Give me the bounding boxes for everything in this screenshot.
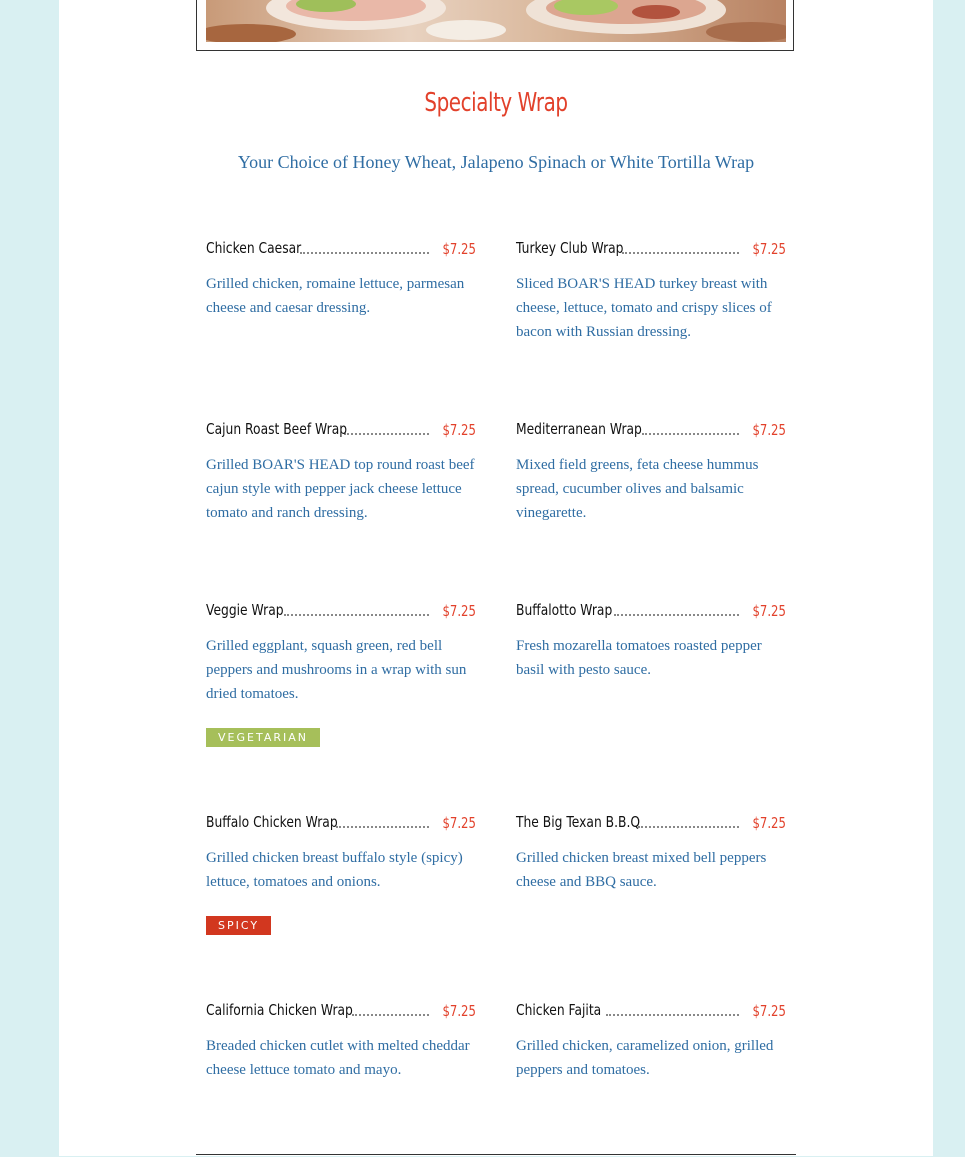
- item-name: Mediterranean Wrap: [516, 420, 642, 438]
- item-name: Chicken Caesar: [206, 239, 302, 257]
- vegetarian-badge: VEGETARIAN: [206, 728, 320, 747]
- menu-item: [206, 417, 476, 525]
- item-description: Grilled BOAR'S HEAD top round roast beef cajun style with pepper jack cheese lettuce tomato and ranch dressing.: [206, 457, 475, 521]
- item-name: The Big Texan B.B.Q: [516, 813, 641, 831]
- item-price: $7.25: [752, 421, 786, 439]
- section-title: Specialty Wrap: [424, 88, 568, 118]
- menu-item: [206, 236, 476, 320]
- item-description: Grilled eggplant, squash green, red bell peppers and mushrooms in a wrap with sun dried tomatoes.: [206, 638, 467, 702]
- item-name: Cajun Roast Beef Wrap: [206, 420, 348, 438]
- menu-item: [516, 417, 786, 525]
- leader-dots: [352, 1014, 429, 1016]
- menu-item: [516, 998, 786, 1082]
- item-price: $7.25: [442, 602, 476, 620]
- item-header: [206, 998, 476, 1020]
- item-description: Grilled chicken breast mixed bell peppers cheese and BBQ sauce.: [516, 850, 767, 890]
- spicy-badge: SPICY: [206, 916, 271, 935]
- item-header: [516, 998, 786, 1020]
- menu-item: [516, 236, 786, 344]
- item-name: Buffalo Chicken Wrap: [206, 813, 338, 831]
- item-name: Chicken Fajita: [516, 1001, 602, 1019]
- leader-dots: [638, 826, 739, 828]
- item-name: Buffalotto Wrap: [516, 601, 613, 619]
- section-subtitle: Your Choice of Honey Wheat, Jalapeno Spinach or White Tortilla Wrap: [237, 152, 755, 172]
- item-description: Breaded chicken cutlet with melted cheddar cheese lettuce tomato and mayo.: [206, 1038, 470, 1078]
- wrap-photo: [206, 0, 786, 42]
- leader-dots: [642, 433, 739, 435]
- menu-item: [206, 998, 476, 1082]
- item-header: [206, 810, 476, 832]
- item-header: [516, 236, 786, 258]
- item-price: $7.25: [442, 421, 476, 439]
- item-header: [206, 236, 476, 258]
- menu-item: [516, 810, 786, 894]
- item-name: Veggie Wrap: [206, 601, 284, 619]
- menu-item: [206, 810, 476, 935]
- item-price: $7.25: [442, 814, 476, 832]
- leader-dots: [614, 614, 739, 616]
- menu-item: [516, 598, 786, 682]
- item-description: Fresh mozarella tomatoes roasted pepper basil with pesto sauce.: [516, 638, 762, 678]
- item-header: [516, 810, 786, 832]
- item-price: $7.25: [442, 240, 476, 258]
- item-price: $7.25: [752, 814, 786, 832]
- item-price: $7.25: [752, 1002, 786, 1020]
- leader-dots: [336, 826, 429, 828]
- menu-page: [59, 0, 933, 1156]
- item-description: Grilled chicken, romaine lettuce, parmesan cheese and caesar dressing.: [206, 276, 465, 316]
- hero-frame: [196, 0, 794, 51]
- item-header: [516, 417, 786, 439]
- menu-item: [206, 598, 476, 747]
- item-name: California Chicken Wrap: [206, 1001, 353, 1019]
- item-price: $7.25: [752, 602, 786, 620]
- leader-dots: [622, 252, 739, 254]
- item-description: Grilled chicken breast buffalo style (spicy) lettuce, tomatoes and onions.: [206, 850, 463, 890]
- leader-dots: [606, 1014, 739, 1016]
- item-price: $7.25: [752, 240, 786, 258]
- leader-dots: [284, 614, 429, 616]
- item-name: Turkey Club Wrap: [516, 239, 624, 257]
- item-header: [516, 598, 786, 620]
- leader-dots: [300, 252, 429, 254]
- item-description: Sliced BOAR'S HEAD turkey breast with cheese, lettuce, tomato and crispy slices of bacon with Russian dressing.: [516, 276, 772, 340]
- item-header: [206, 598, 476, 620]
- item-header: [206, 417, 476, 439]
- item-description: Mixed field greens, feta cheese hummus spread, cucumber olives and balsamic vinegarette.: [516, 457, 759, 521]
- item-price: $7.25: [442, 1002, 476, 1020]
- leader-dots: [344, 433, 429, 435]
- item-description: Grilled chicken, caramelized onion, grilled peppers and tomatoes.: [516, 1038, 774, 1078]
